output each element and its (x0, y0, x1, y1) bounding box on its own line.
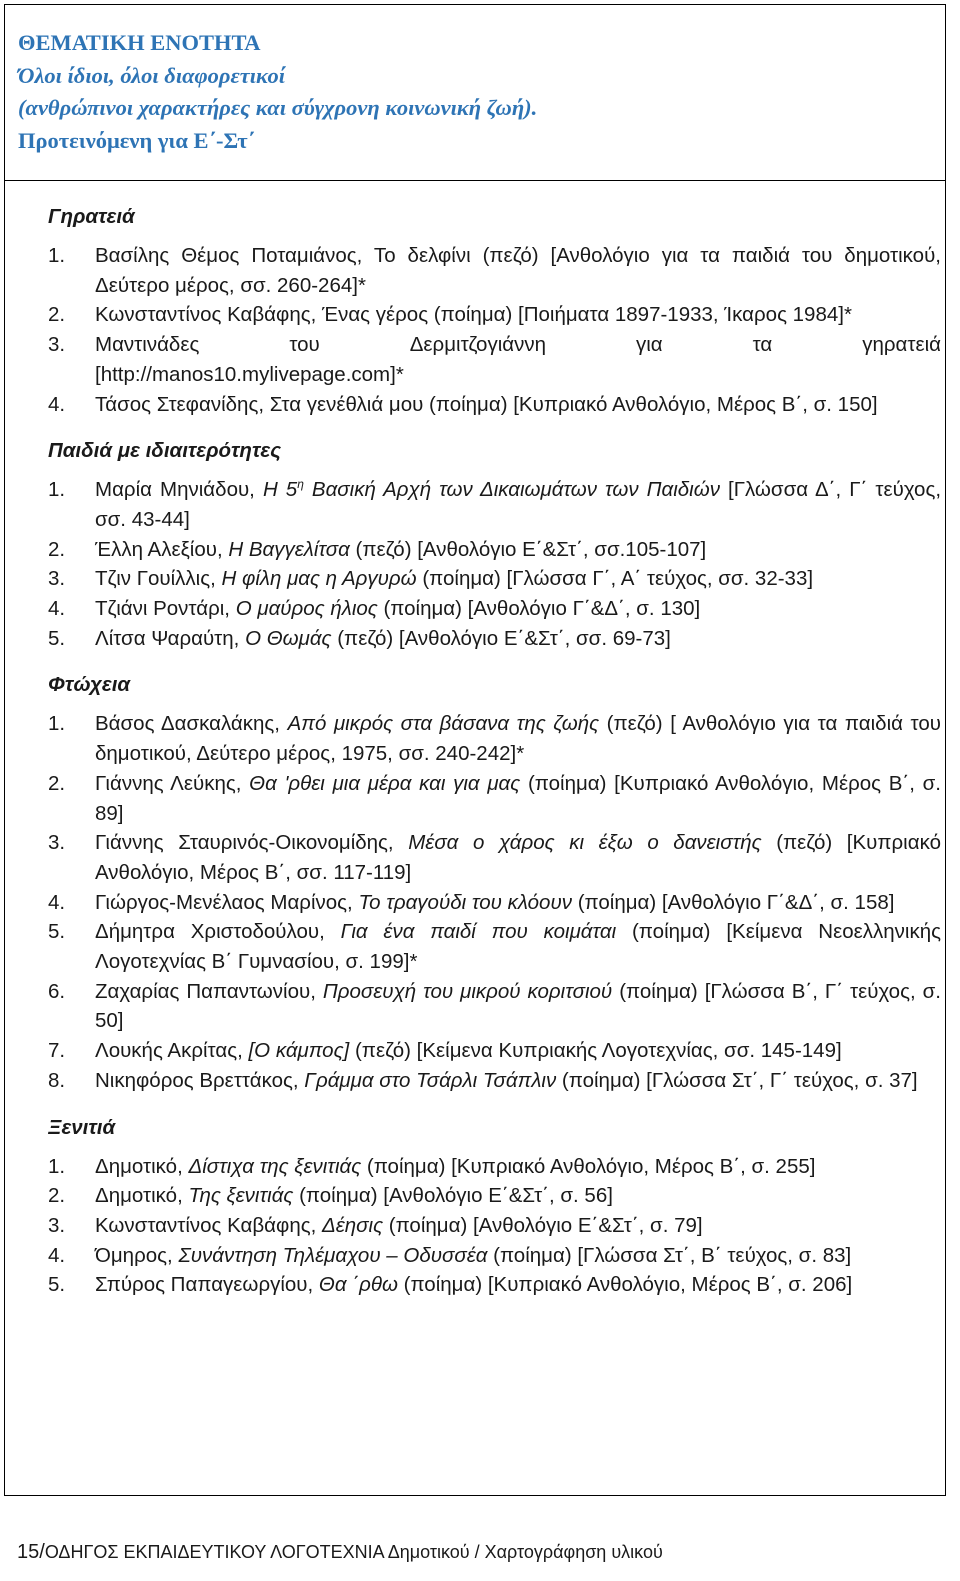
page-number: 15/ (17, 1541, 45, 1563)
list-item: 4. Όμηρος, Συνάντηση Τηλέμαχου – Οδυσσέα (ποίημα) [Γλώσσα Στ΄, Β΄ τεύχος, σ. 83] (48, 1243, 852, 1267)
section-title: Φτώχεια (48, 673, 131, 697)
list-item: 2. Έλλη Αλεξίου, Η Βαγγελίτσα (πεζό) [Ανθολόγιο Ε΄&Στ΄, σσ.105-107] (48, 537, 707, 561)
list-item: 2. Γιάννης Λεύκης, Θα 'ρθει μια μέρα και για μας (ποίημα) [Κυπριακό Ανθολόγιο, Μέρος Β΄, σ. 89] (48, 771, 941, 825)
item-list (48, 1152, 941, 1301)
page-footer (17, 1541, 663, 1564)
list-item: 7. Λουκής Ακρίτας, [Ο κάμπος] (πεζό) [Κείμενα Κυπριακής Λογοτεχνίας, σσ. 145-149] (48, 1039, 842, 1063)
list-item: 1. Δημοτικό, Δίστιχα της ξενιτιάς (ποίημα) [Κυπριακό Ανθολόγιο, Μέρος Β΄, σ. 255] (48, 1154, 816, 1178)
list-item: 5. Σπύρος Παπαγεωργίου, Θα ΄ρθω (ποίημα) [Κυπριακό Ανθολόγιο, Μέρος Β΄, σ. 206] (48, 1273, 853, 1297)
list-item: 4. Γιώργος-Μενέλαος Μαρίνος, Το τραγούδι του κλόουν (ποίημα) [Ανθολόγιο Γ΄&Δ΄, σ. 158] (48, 890, 895, 914)
list-item: 3. Κωνσταντίνος Καβάφης, Δέησις (ποίημα) [Ανθολόγιο Ε΄&Στ΄, σ. 79] (48, 1213, 703, 1237)
section-title: Παιδιά με ιδιαιτερότητες (48, 439, 282, 463)
section-poverty (48, 671, 941, 1095)
list-item: 1. Βάσος Δασκαλάκης, Από μικρός στα βάσανα της ζωής (πεζό) [ Ανθολόγιο για τα παιδιά του δημοτικού, Δεύτερο μέρος, 1975, σσ. 240-242]* (48, 712, 941, 766)
section-title: Γηρατειά (48, 205, 135, 228)
item-list (48, 709, 941, 1095)
section-exile (48, 1114, 941, 1301)
page-frame (4, 4, 946, 1496)
section-special-needs (48, 437, 941, 653)
list-item: 4. Τζιάνι Ροντάρι, Ο μαύρος ήλιος (ποίημα) [Ανθολόγιο Γ΄&Δ΄, σ. 130] (48, 597, 701, 621)
header-subtitle: Όλοι ίδιοι, όλοι διαφορετικοί (18, 62, 285, 88)
footer-text: ΟΔΗΓΟΣ ΕΚΠΑΙΔΕΥΤΙΚΟΥ ΛΟΓΟΤΕΧΝΙΑ Δημοτικού / Χαρτογράφηση υλικού (44, 1542, 663, 1562)
item-list (48, 475, 941, 653)
spread-line: Μαντινάδες του Δερμιτζογιάννη για τα γηρατειά (95, 333, 941, 357)
list-item: 3. Μαντινάδες του Δερμιτζογιάννη για τα γηρατειά [http://manos10.mylivepage.com]* (48, 330, 941, 389)
list-item: 1. Μαρία Μηνιάδου, Η $5^\eta$ Βασική Αρχή των Δικαιωμάτων των Παιδιών [Γλώσσα Δ΄, Γ΄ τεύχος, σσ. 43-44] (48, 477, 942, 531)
list-item: 2. Δημοτικό, Της ξενιτιάς (ποίημα) [Ανθολόγιο Ε΄&Στ΄, σ. 56] (48, 1184, 613, 1208)
link-text[interactable]: [http://manos10.mylivepage.com]* (95, 362, 404, 386)
list-item: 2. Κωνσταντίνος Καβάφης, Ένας γέρος (ποίημα) [Ποιήματα 1897-1933, Ίκαρος 1984]* (48, 303, 852, 327)
section-old-age (48, 203, 941, 419)
item-list (48, 241, 941, 419)
list-item: 3. Τζιν Γουίλλις, Η φίλη μας η Αργυρώ (ποίημα) [Γλώσσα Γ΄, Α΄ τεύχος, σσ. 32-33] (48, 567, 814, 591)
list-item: 4. Τάσος Στεφανίδης, Στα γενέθλιά μου (ποίημα) [Κυπριακό Ανθολόγιο, Μέρος Β΄, σ. 150] (48, 392, 878, 416)
header-title: ΘΕΜΑΤΙΚΗ ΕΝΟΤΗΤΑ (18, 30, 261, 55)
thematic-unit-header (5, 5, 945, 181)
list-item: 8. Νικηφόρος Βρεττάκος, Γράμμα στο Τσάρλι Τσάπλιν (ποίημα) [Γλώσσα Στ΄, Γ΄ τεύχος, σ. 37] (48, 1068, 918, 1092)
list-item: 3. Γιάννης Σταυρινός-Οικονομίδης, Μέσα ο χάρος κι έξω ο δανειστής (πεζό) [Κυπριακό Ανθολόγιο, Μέρος Β΄, σσ. 117-119] (48, 831, 941, 884)
content (48, 203, 941, 1318)
header-grade: Προτεινόμενη για Ε΄-Στ΄ (18, 127, 256, 153)
list-item: 5. Λίτσα Ψαραύτη, Ο Θωμάς (πεζό) [Ανθολόγιο Ε΄&Στ΄, σσ. 69-73] (48, 626, 671, 650)
list-item: 6. Ζαχαρίας Παπαντωνίου, Προσευχή του μικρού κοριτσιού (ποίημα) [Γλώσσα Β΄, Γ΄ τεύχος, σ. 50] (48, 979, 941, 1033)
section-title: Ξενιτιά (48, 1115, 116, 1139)
list-item: 5. Δήμητρα Χριστοδούλου, Για ένα παιδί που κοιμάται (ποίημα) [Κείμενα Νεοελληνικής Λογοτεχνίας Β΄ Γυμνασίου, σ. 199]* (48, 920, 942, 974)
list-item: 1. Βασίλης Θέμος Ποταμιάνος, Το δελφίνι (πεζό) [Ανθολόγιο για τα παιδιά του δημοτικού, Δεύτερο μέρος, σσ. 260-264]* (48, 244, 941, 297)
header-description: (ανθρώπινοι χαρακτήρες και σύγχρονη κοινωνική ζωή). (18, 95, 538, 120)
